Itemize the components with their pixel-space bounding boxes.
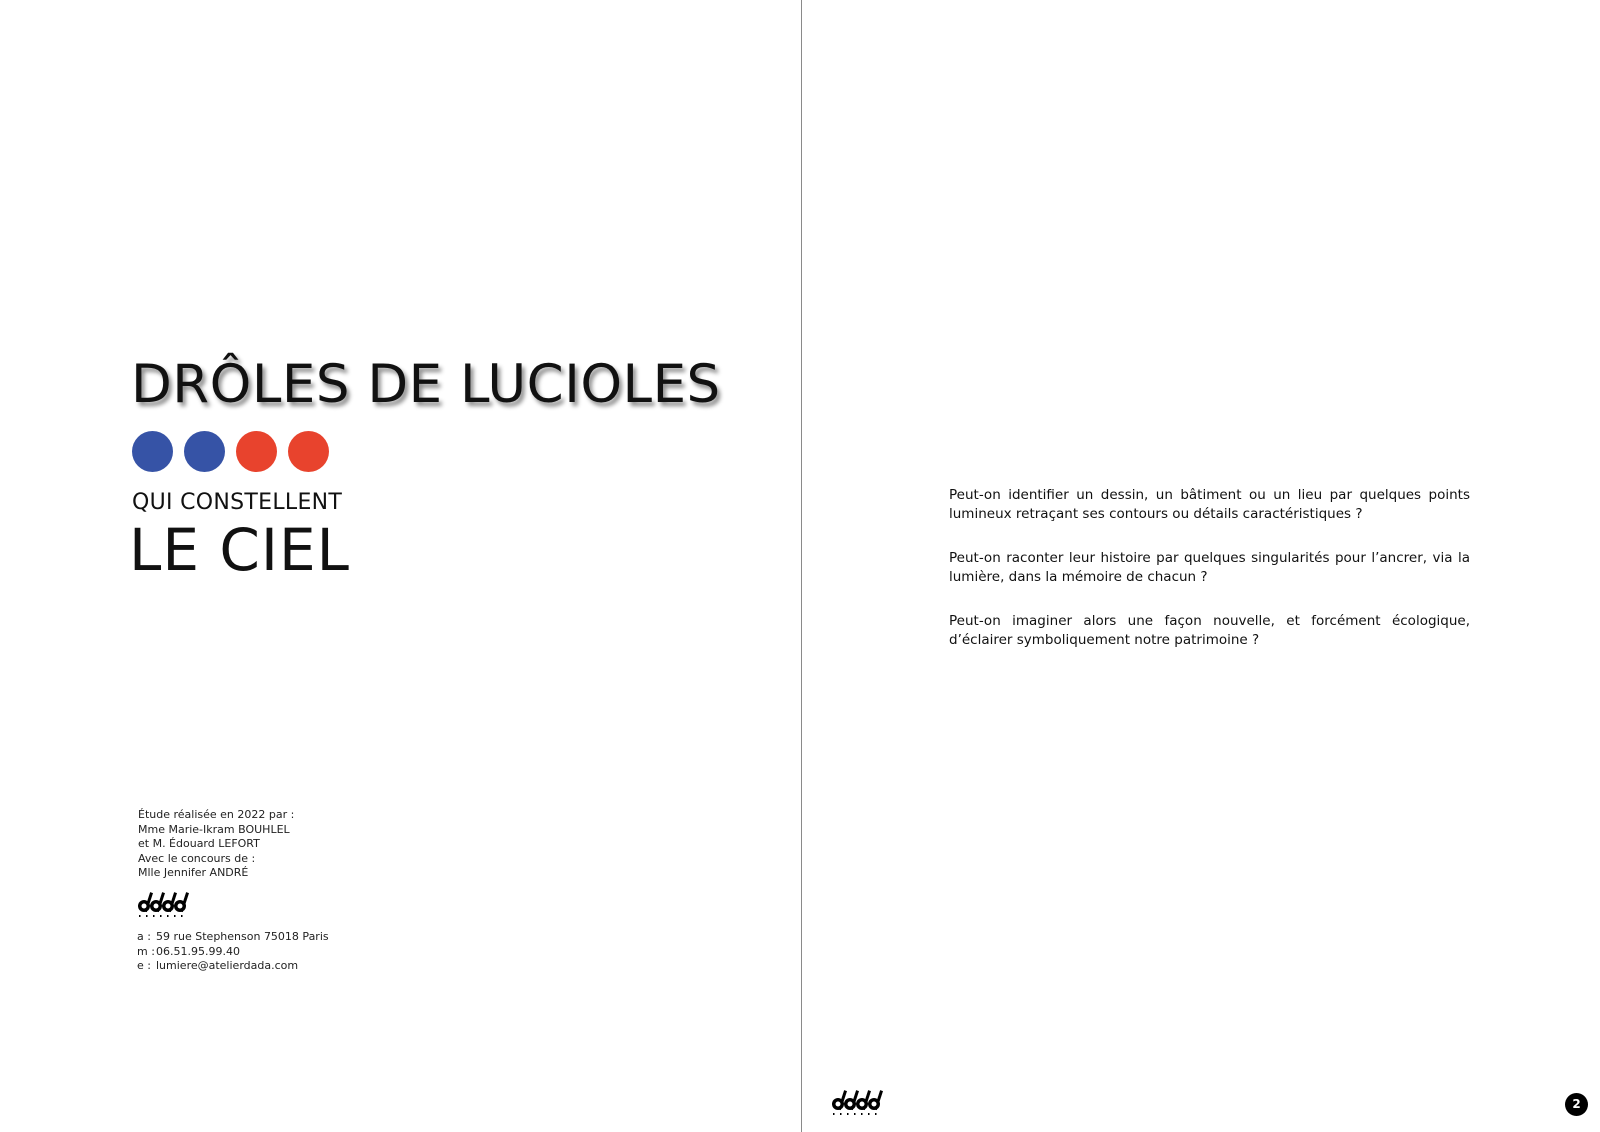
contact-value: lumiere@atelierdada.com bbox=[156, 959, 299, 972]
contact-block bbox=[137, 930, 329, 974]
subtitle: QUI CONSTELLENT bbox=[132, 490, 343, 515]
atelier-dada-logo-icon bbox=[137, 889, 189, 919]
blue-dot bbox=[184, 431, 225, 472]
red-dot bbox=[236, 431, 277, 472]
credits-line: Mme Marie-Ikram BOUHLEL bbox=[138, 822, 290, 836]
credits-line: Mlle Jennifer ANDRÉ bbox=[138, 866, 249, 879]
paragraph: Peut-on imaginer alors une façon nouvelle, et forcément écologique, d’éclairer symboliquement notre patrimoine ? bbox=[949, 613, 1470, 648]
contact-value: 06.51.95.99.40 bbox=[156, 944, 240, 958]
page-number-badge: 2 bbox=[1565, 1093, 1588, 1116]
blue-dot bbox=[132, 431, 173, 472]
document-title: DRÔLES DE LUCIOLES bbox=[131, 354, 721, 415]
red-dot bbox=[288, 431, 329, 472]
body-text bbox=[949, 486, 1470, 675]
contact-label: a : bbox=[137, 930, 151, 943]
credits-line: Avec le concours de : bbox=[138, 851, 256, 865]
dots-row bbox=[132, 431, 329, 472]
subtitle-large: LE CIEL bbox=[129, 516, 350, 584]
credits-line: Étude réalisée en 2022 par : bbox=[138, 808, 295, 821]
contact-label: m : bbox=[137, 944, 155, 958]
paragraph: Peut-on raconter leur histoire par quelques singularités pour l’ancrer, via la lumière, dans la mémoire de chacun ? bbox=[949, 550, 1470, 585]
contact-label: e : bbox=[137, 959, 151, 972]
credits-line: et M. Édouard LEFORT bbox=[138, 837, 260, 850]
contact-address bbox=[137, 930, 329, 945]
contact-value: 59 rue Stephenson 75018 Paris bbox=[156, 930, 329, 943]
contact-phone bbox=[137, 945, 329, 960]
paragraph: Peut-on identifier un dessin, un bâtiment ou un lieu par quelques points lumineux retraçant ses contours ou détails caractéristiques ? bbox=[949, 487, 1470, 522]
credits-block bbox=[138, 808, 294, 881]
contact-email bbox=[137, 959, 329, 974]
atelier-dada-logo-icon bbox=[831, 1087, 883, 1117]
